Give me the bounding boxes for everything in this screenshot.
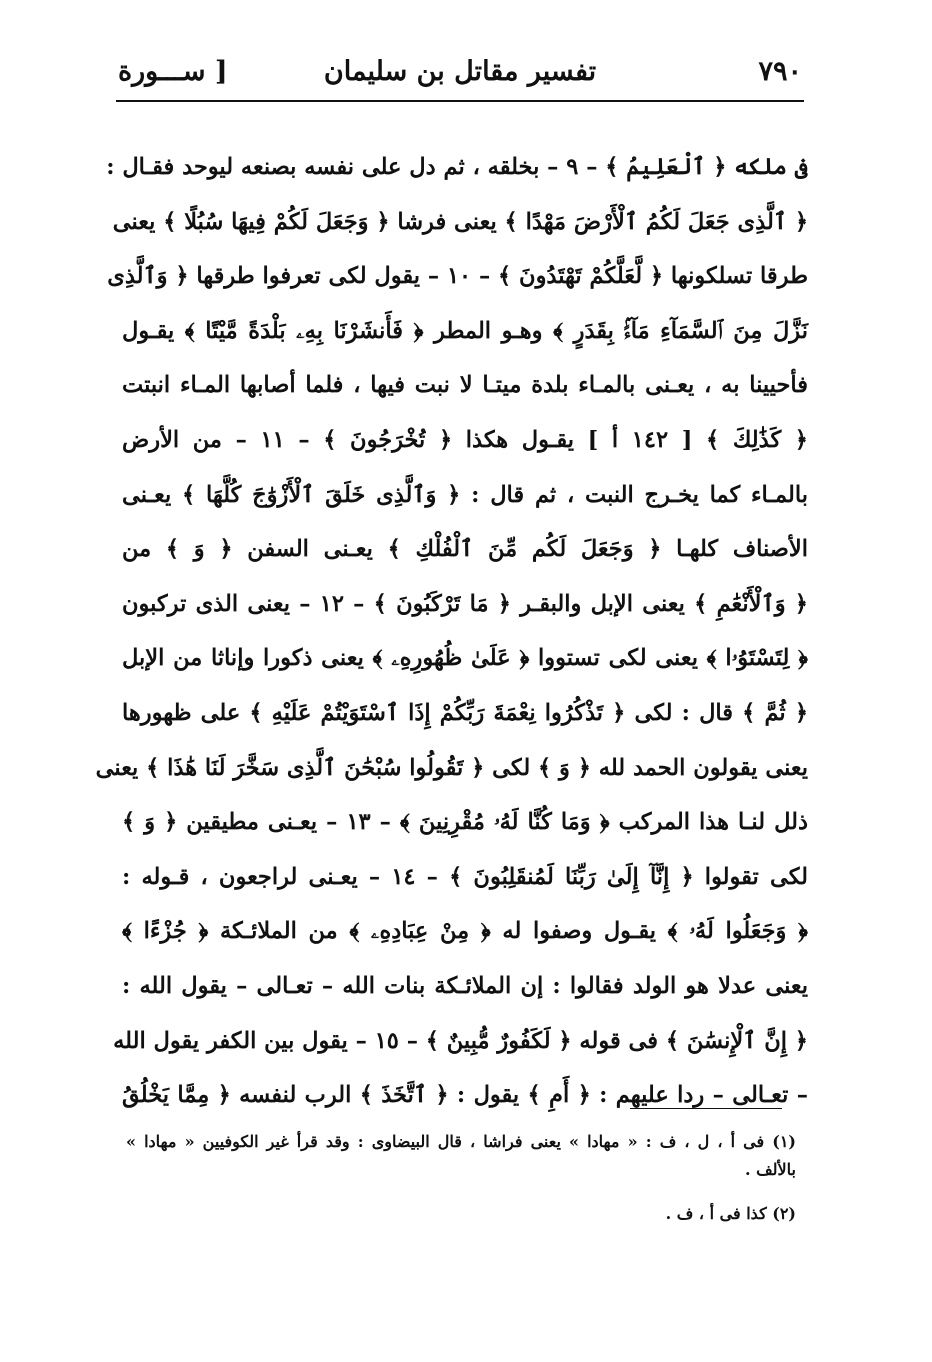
text-line: فى ملكه ﴿ ٱلْعَلِيمُ ﴾ – ٩ – بخلقه ، ثم دل على نفسه بصنعه ليوحد فقـال : <box>106 154 808 180</box>
footnotes <box>126 1128 796 1228</box>
text-line: طرقا تسلكونها ﴿ لَّعَلَّكُمْ تَهْتَدُونَ ﴾ – ١٠ – يقول لكى تعرفوا طرقها ﴿ وَٱلَّذِى <box>107 263 808 290</box>
footnote-2 <box>126 1200 796 1228</box>
header-rule <box>116 100 804 102</box>
running-title: تفسير مقاتل بن سليمان <box>323 56 597 87</box>
text-line: ﴿ لِتَسْتَوُۥا ﴾ يعنى لكى تستووا ﴿ عَلَىٰ ظُهُورِهِۦ ﴾ يعنى ذكورا وإناثا من الإبل <box>122 645 808 672</box>
text-line: ﴿ وَجَعَلُوا لَهُۥ ﴾ يقـول وصفوا له ﴿ مِنْ عِبَادِهِۦ ﴾ من الملائـكة ﴿ جُزْءًا ﴾ <box>122 918 808 945</box>
page-number: ٧٩٠ <box>758 56 802 87</box>
text-line: بالمـاء كما يخـرج النبت ، ثم قال : ﴿ وَٱلَّذِى خَلَقَ ٱلْأَزْوَٰجَ كُلَّهَا ﴾ يعـنى <box>122 481 808 508</box>
footnote-rule <box>630 1108 782 1109</box>
text-line: ﴿ ٱلَّذِى جَعَلَ لَكُمُ ٱلْأَرْضَ مَهْدًا ﴾ يعنى فرشا ﴿ وَجَعَلَ لَكُمْ فِيهَا سُبُلًا ﴾ يعنى <box>112 208 808 235</box>
text-line: ﴿ ثُمَّ ﴾ قال : لكى ﴿ تَذْكُرُوا نِعْمَةَ رَبِّكُمْ إِذَا ٱسْتَوَيْتُمْ عَلَيْهِ ﴾ على ظهورها <box>122 699 808 726</box>
text-line: ذلل لنـا هذا المركب ﴿ وَمَا كُنَّا لَهُۥ مُقْرِنِينَ ﴾ – ١٣ – يعـنى مطيقين ﴿ وَ ﴾ <box>122 809 808 836</box>
footnote-text: (٢) كذا فى أ ، ف . <box>665 1204 796 1223</box>
text-line: الأصناف كلهـا ﴿ وَجَعَلَ لَكُم مِّنَ ٱلْفُلْكِ ﴾ يعـنى السفن ﴿ وَ ﴾ من <box>122 536 808 563</box>
text-line: لكى تقولوا ﴿ إِنَّآ إِلَىٰ رَبِّنَا لَمُنقَلِبُونَ ﴾ – ١٤ – يعـنى لراجعون ، قـوله : <box>122 863 809 890</box>
footnote-1 <box>126 1128 796 1184</box>
footnote-text: (١) فى أ ، ل ، ف : « مهادا » يعنى فراشا ، قال البيضاوى : وقد قرأ غير الكوفيين « مهادا » <box>126 1132 796 1151</box>
footnote-text: بالألف . <box>744 1160 796 1179</box>
text-line: نَزَّلَ مِنَ ٱلسَّمَآءِ مَآءًۢ بِقَدَرٍ ﴾ وهـو المطر ﴿ فَأَنشَرْنَا بِهِۦ بَلْدَةً مَّيْتًا ﴾ يقـول <box>122 317 808 344</box>
text-line: فأحيينا به ، يعـنى بالمـاء بلدة ميتـا لا نبت فيها ، فلما أصابها المـاء انبتت <box>122 372 808 399</box>
sura-label: [ ســـورة <box>118 56 228 87</box>
text-line: يعنى يقولون الحمد لله ﴿ وَ ﴾ لكى ﴿ تَقُولُوا سُبْحَٰنَ ٱلَّذِى سَخَّرَ لَنَا هَٰذَا ﴾ يعنى <box>95 754 808 781</box>
text-line: – تعـالى – ردا عليهم : ﴿ أَمِ ﴾ يقول : ﴿ ٱتَّخَذَ ﴾ الرب لنفسه ﴿ مِمَّا يَخْلُقُ <box>122 1082 808 1109</box>
text-line: ﴿ وَٱلْأَنْعَٰمِ ﴾ يعنى الإبل والبقـر ﴿ مَا تَرْكَبُونَ ﴾ – ١٢ – يعنى الذى تركبون <box>122 590 808 617</box>
page-header <box>118 52 802 100</box>
main-text <box>95 140 809 1123</box>
text-line: ﴿ إِنَّ ٱلْإِنسَٰنَ ﴾ فى قوله ﴿ لَكَفُورٌ مُّبِينٌ ﴾ – ١٥ – يقول بين الكفر يقول الله <box>113 1027 808 1054</box>
text-line: ﴿ كَذَٰلِكَ ﴾ [ ١٤٢ أ ] يقـول هكذا ﴿ تُخْرَجُونَ ﴾ – ١١ – من الأرض <box>122 426 808 453</box>
text-line: يعنى عدلا هو الولد فقالوا : إن الملائـكة بنات الله – تعـالى – يقول الله : <box>122 972 808 999</box>
